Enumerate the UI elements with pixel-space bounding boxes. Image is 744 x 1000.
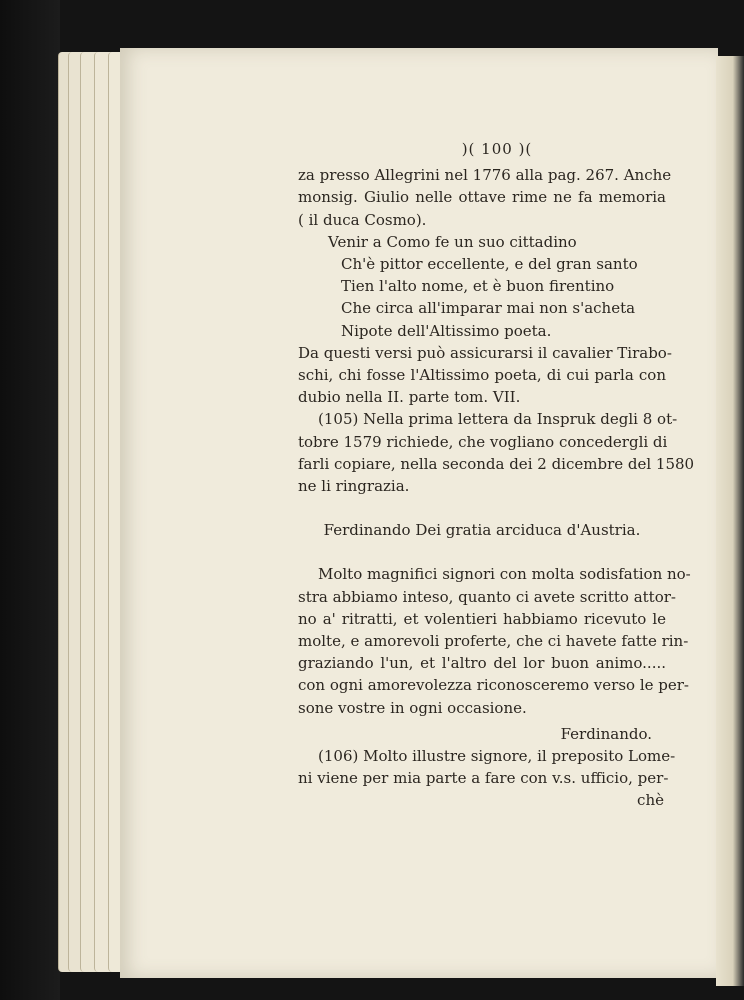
text-line: Da questi versi può assicurarsi il cavalier Tirabo-: [298, 343, 672, 362]
letter-line: no a' ritratti, et volentieri habbiamo ricevuto le: [298, 609, 666, 628]
text-line: ( il duca Cosmo).: [298, 210, 427, 229]
text-line: dubio nella II. parte tom. VII.: [298, 388, 521, 407]
verse-line: Venir a Como fe un suo cittadino: [328, 232, 577, 251]
letter-line: stra abbiamo inteso, quanto ci avete scritto attor-: [298, 587, 676, 606]
text-line: ni viene per mia parte a fare con v.s. ufficio, per-: [298, 769, 669, 788]
verse-line: Tien l'alto nome, et è buon firentino: [341, 277, 615, 296]
text-line: za presso Allegrini nel 1776 alla pag. 267. Anche: [298, 166, 672, 185]
text-line: schi, chi fosse l'Altissimo poeta, di cui parla con: [298, 366, 666, 385]
verse-line: Nipote dell'Altissimo poeta.: [341, 321, 552, 340]
text-line: monsig. Giulio nelle ottave rime ne fa memoria: [298, 188, 666, 207]
letter-line: Molto magnifici signori con molta sodisfation no-: [318, 565, 691, 584]
verse-line: Ch'è pittor eccellente, e del gran santo: [341, 255, 638, 274]
text-line: ne li ringrazia.: [298, 477, 410, 496]
letter-line: molte, e amorevoli proferte, che ci havete fatte rin-: [298, 632, 689, 651]
catchword: chè: [637, 791, 664, 810]
page-text: [298, 138, 695, 812]
footnote-line: (106) Molto illustre signore, il preposito Lome-: [318, 747, 676, 766]
letter-line: graziando l'un, et l'altro del lor buon animo.....: [298, 654, 666, 673]
page-number: )( 100 )(: [461, 140, 533, 158]
letter-line: con ogni amorevolezza riconosceremo verso le per-: [298, 676, 689, 695]
letter-line: sone vostre in ogni occasione.: [298, 698, 527, 717]
text-line: tobre 1579 richiede, che vogliano concedergli di: [298, 432, 668, 451]
verse-line: Che circa all'imparar mai non s'acheta: [341, 299, 636, 318]
facing-page-edge: [716, 56, 744, 986]
text-line: farli copiare, nella seconda dei 2 dicembre del 1580: [298, 454, 695, 473]
letter-heading: Ferdinando Dei gratia arciduca d'Austria.: [323, 521, 641, 540]
footnote-line: (105) Nella prima lettera da Inspruk degli 8 ot-: [318, 410, 678, 429]
letter-signature: Ferdinando.: [560, 724, 652, 743]
